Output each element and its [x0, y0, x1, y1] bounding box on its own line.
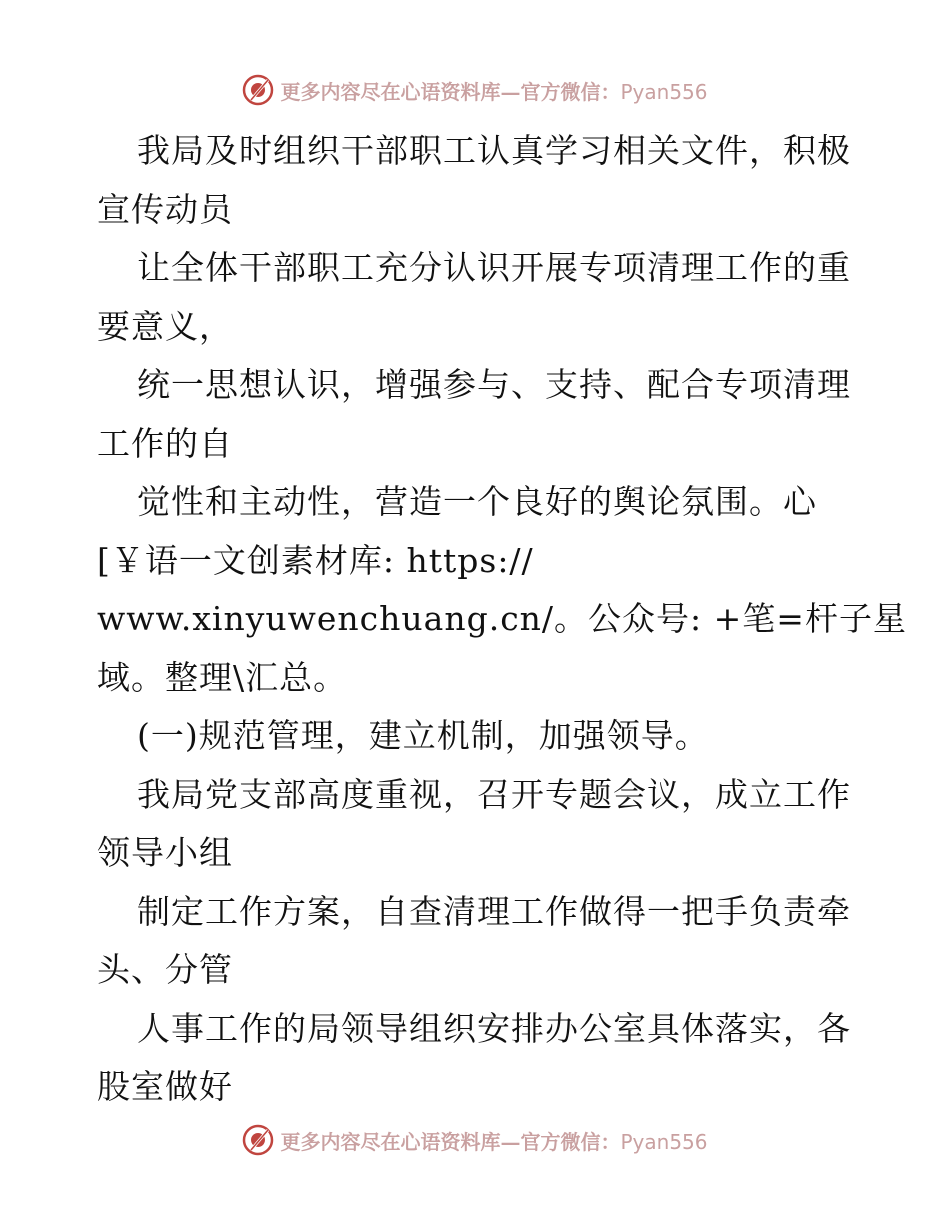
- header-watermark: [0, 70, 950, 110]
- text-line: 我局及时组织干部职工认真学习相关文件，积极: [137, 131, 851, 170]
- text-line: 工作的自: [97, 423, 233, 463]
- text-line: 宣传动员: [97, 189, 233, 229]
- text-line: 觉性和主动性，营造一个良好的舆论氛围。心: [137, 482, 817, 521]
- pen-logo-icon: [242, 1124, 274, 1156]
- text-line: [￥语一文创素材库: https://: [97, 540, 534, 580]
- document-body: [97, 122, 907, 1117]
- text-line: 域。整理\汇总。: [97, 657, 348, 697]
- text-line: 股室做好: [97, 1067, 233, 1106]
- section-heading: (一)规范管理，建立机制，加强领导。: [137, 716, 709, 755]
- text-line: www.xinyuwenchuang.cn/。公众号: +笔=杆子星: [97, 599, 907, 638]
- watermark-text: 更多内容尽在心语资料库—官方微信：Pyan556: [280, 1129, 708, 1154]
- pen-logo-icon: [242, 74, 274, 106]
- text-line: 人事工作的局领导组织安排办公室具体落实，各: [137, 1008, 851, 1048]
- text-line: 统一思想认识，增强参与、支持、配合专项清理: [137, 365, 851, 404]
- text-line: 制定工作方案，自查清理工作做得一把手负责牵: [137, 891, 851, 931]
- text-line: 我局党支部高度重视，召开专题会议，成立工作: [137, 774, 851, 814]
- text-line: 要意义，: [97, 306, 233, 346]
- footer-watermark: [0, 1120, 950, 1160]
- text-line: 让全体干部职工充分认识开展专项清理工作的重: [137, 248, 851, 287]
- text-line: 头、分管: [97, 950, 233, 989]
- watermark-text: 更多内容尽在心语资料库—官方微信：Pyan556: [280, 79, 708, 104]
- text-line: 领导小组: [97, 833, 233, 872]
